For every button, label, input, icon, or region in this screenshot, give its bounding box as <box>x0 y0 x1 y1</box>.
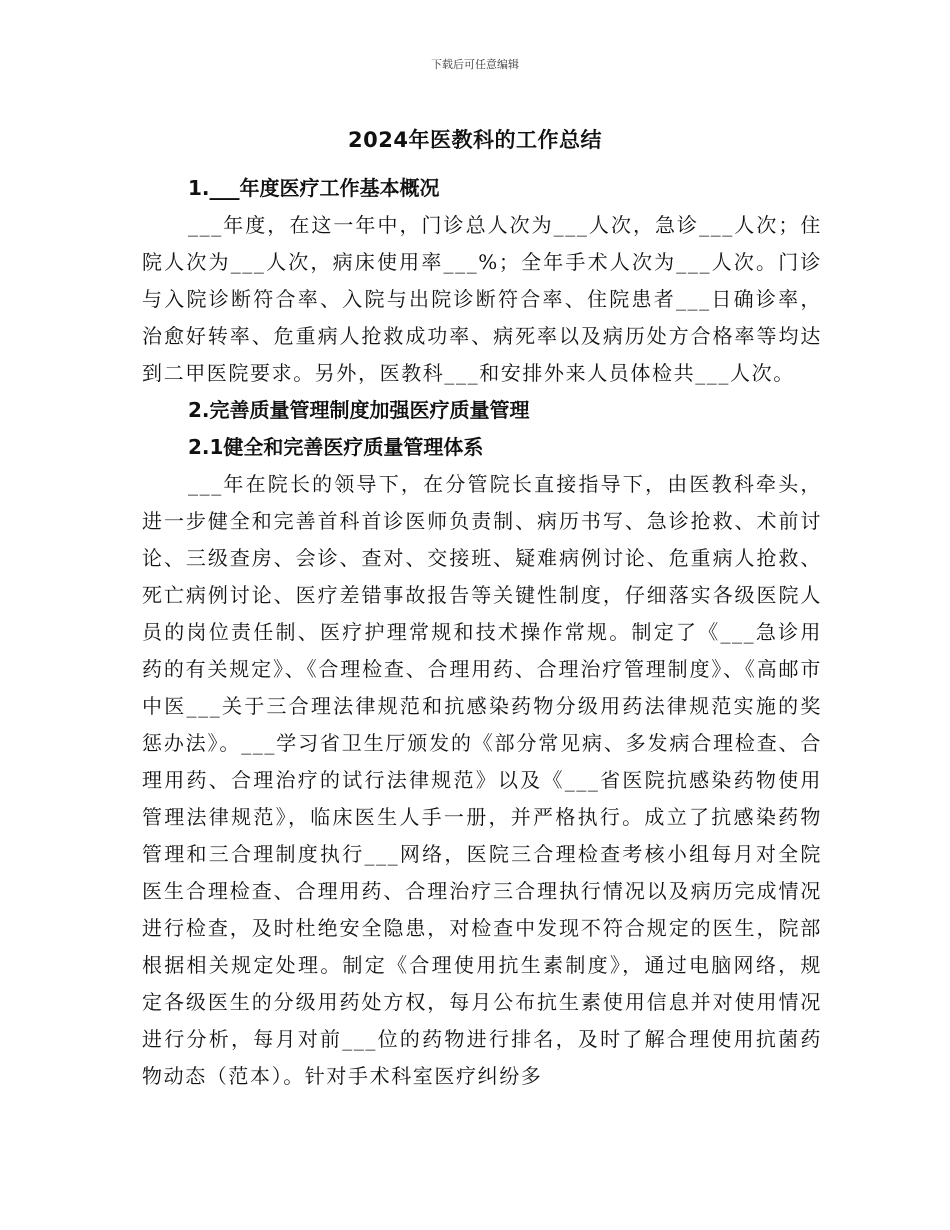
document-body <box>142 170 822 1095</box>
section-paragraph-2-1: ___年在院长的领导下，在分管院长直接指导下，由医教科牵头，进一步健全和完善首科首诊医师负责制、病历书写、急诊抢救、术前讨论、三级查房、会诊、查对、交接班、疑难病例讨论、危重病人抢救、死亡病例讨论、医疗差错事故报告等关键性制度，仔细落实各级医院人员的岗位责任制、医疗护理常规和技术操作常规。制定了《___急诊用药的有关规定》、《合理检查、合理用药、合理治疗管理制度》、《高邮市中医___关于三合理法律规范和抗感染药物分级用药法律规范实施的奖惩办法》。___学习省卫生厅颁发的《部分常见病、多发病合理检查、合理用药、合理治疗的试行法律规范》以及《___省医院抗感染药物使用管理法律规范》，临床医生人手一册，并严格执行。成立了抗感染药物管理和三合理制度执行___网络，医院三合理检查考核小组每月对全院医生合理检查、合理用药、合理治疗三合理执行情况以及病历完成情况进行检查，及时杜绝安全隐患，对检查中发现不符合规定的医生，院部根据相关规定处理。制定《合理使用抗生素制度》，通过电脑网络，规定各级医生的分级用药处方权，每月公布抗生素使用信息并对使用情况进行分析，每月对前___位的药物进行排名，及时了解合理使用抗菌药物动态（范本）。针对手术科室医疗纠纷多 <box>142 472 822 1088</box>
document-title: 2024年医教科的工作总结 <box>348 128 602 152</box>
section-heading-2-1: 2.1健全和完善医疗质量管理体系 <box>188 435 484 459</box>
section-paragraph-1: ___年度，在这一年中，门诊总人次为___人次，急诊___人次；住院人次为___人次，病床使用率___%；全年手术人次为___人次。门诊与入院诊断符合率、入院与出院诊断符合率、住院患者___日确诊率，治愈好转率、危重病人抢救成功率、病死率以及病历处方合格率等均达到二甲医院要求。另外，医教科___和安排外来人员体检共___人次。 <box>142 213 822 385</box>
section-heading-1: 1.___年度医疗工作基本概况 <box>188 176 440 200</box>
section-heading-2: 2.完善质量管理制度加强医疗质量管理 <box>188 398 530 422</box>
page-header-note: 下载后可任意编辑 <box>431 58 519 71</box>
